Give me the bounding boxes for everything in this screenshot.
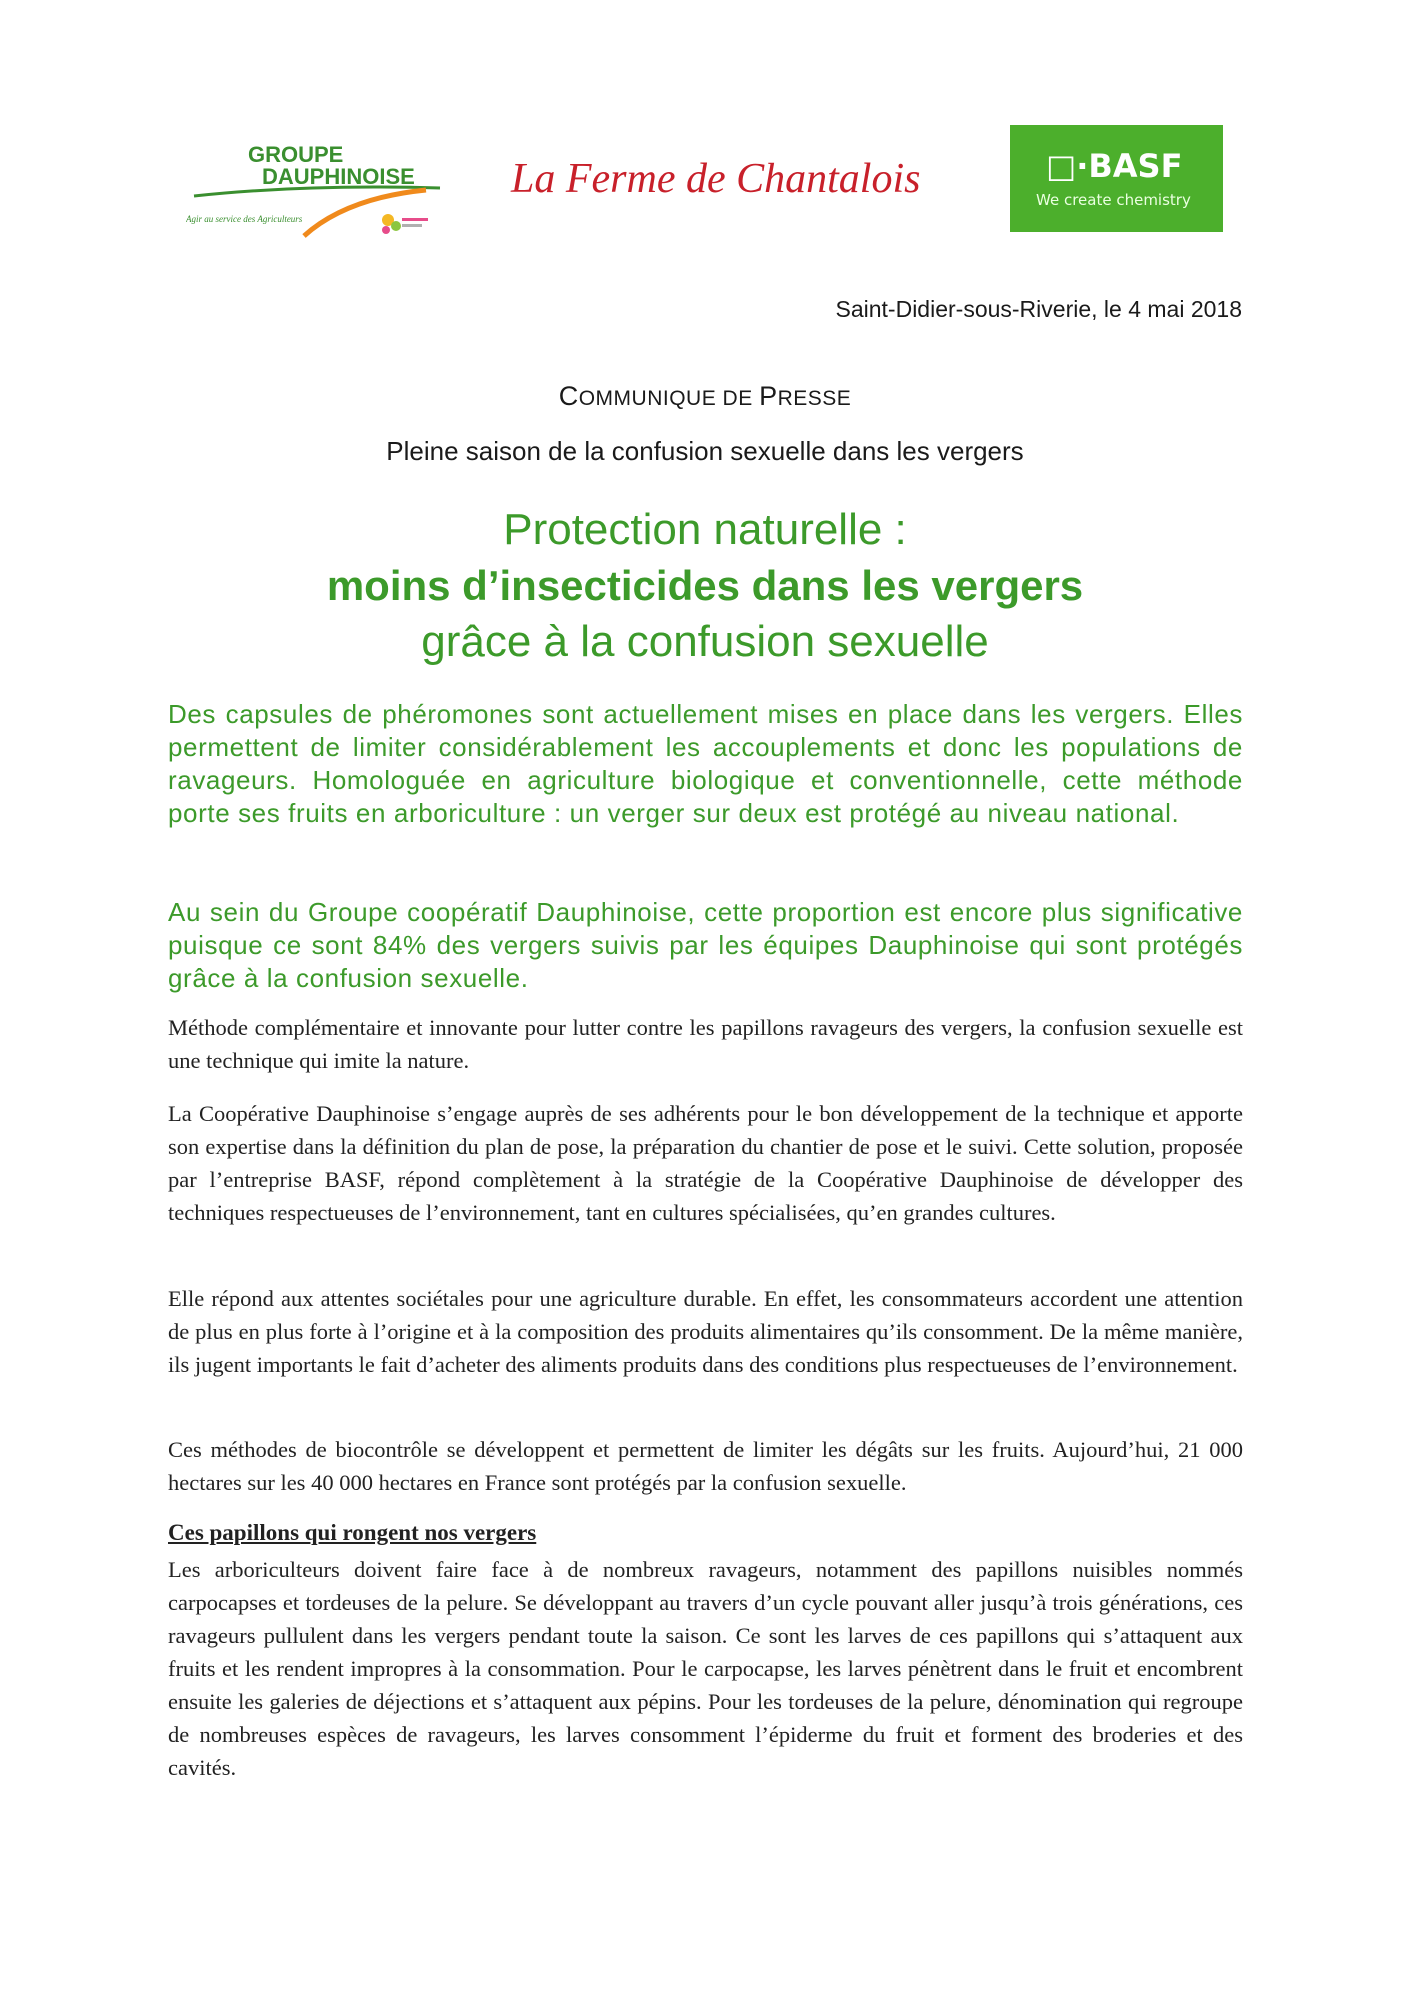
groupe-dauphinoise-logo	[186, 132, 446, 242]
body-paragraph-3: Elle répond aux attentes sociétales pour une agriculture durable. En effet, les consommateurs accordent une attention de plus en plus forte à l’origine et à la composition des produits alimentaires qu’ils consomment. De la même manière, ils jugent importants le fait d’acheter des aliments produits dans des conditions plus respectueuses de l’environnement.	[168, 1286, 1243, 1377]
headline	[0, 502, 1410, 670]
section-paragraph: Les arboriculteurs doivent faire face à de nombreux ravageurs, notamment des papillons nuisibles nommés carpocapses et tordeuses de la pelure. Se développant au travers d’un cycle pouvant aller jusqu’à trois générations, ces ravageurs pullulent dans les vergers pendant toute la saison. Ce sont les larves de ces papillons qui s’attaquent aux fruits et les rendent impropres à la consommation. Pour le carpocapse, les larves pénètrent dans le fruit et encombrent ensuite les galeries de déjections et s’attaquent aux pépins. Pour les tordeuses de la pelure, dénomination qui regroupe de nombreuses espèces de ravageurs, les larves consomment l’épiderme du fruit et forment des broderies et des cavités.	[168, 1557, 1243, 1780]
section-title	[168, 1520, 536, 1546]
press-label-p: P	[759, 381, 778, 411]
header-logos	[0, 118, 1410, 238]
headline-line-1: Protection naturelle :	[503, 505, 907, 554]
body-paragraph-2: La Coopérative Dauphinoise s’engage auprès de ses adhérents pour le bon développement de la technique et apporte son expertise dans la définition du plan de pose, la préparation du chantier de pose et le suivi. Cette solution, proposée par l’entreprise BASF, répond complètement à la stratégie de la Coopérative Dauphinoise de développer des techniques respectueuses de l’environnement, tant en cultures spécialisées, qu’en grandes cultures.	[168, 1101, 1243, 1225]
subtitle: Pleine saison de la confusion sexuelle dans les vergers	[386, 436, 1024, 466]
headline-line-3: grâce à la confusion sexuelle	[421, 617, 989, 666]
press-label-rest: OMMUNIQUE DE	[578, 387, 760, 410]
logo-line2: DAUPHINOISE	[262, 164, 415, 189]
ferme-logo-text: La Ferme de Chantalois	[511, 156, 921, 202]
logo-tagline: Agir au service des Agriculteurs	[186, 214, 303, 224]
basf-logo-name: □·BASF	[1046, 147, 1183, 185]
body-paragraph-4: Ces méthodes de biocontrôle se développent et permettent de limiter les dégâts sur les fruits. Aujourd’hui, 21 000 hectares sur les 40 000 hectares en France sont protégés par la confusion sexuelle.	[168, 1437, 1243, 1495]
basf-logo-tagline: We create chemistry	[1036, 191, 1191, 209]
press-label-c: C	[558, 381, 579, 411]
intro-paragraph-2: Au sein du Groupe coopératif Dauphinoise, cette proportion est encore plus significative puisque ce sont 84% des vergers suivis par les équipes Dauphinoise qui sont protégés grâce à la confusion sexuelle.	[168, 897, 1243, 993]
basf-logo	[1010, 125, 1223, 232]
press-label-rest2: RESSE	[777, 387, 852, 410]
body-paragraph-1: Méthode complémentaire et innovante pour lutter contre les papillons ravageurs des vergers, la confusion sexuelle est une technique qui imite la nature.	[168, 1015, 1243, 1073]
ferme-de-chantalois-logo	[505, 144, 965, 214]
intro-paragraph-1: Des capsules de phéromones sont actuellement mises en place dans les vergers. Elles permettent de limiter considérablement les accouplements et donc les populations de ravageurs. Homologuée en agriculture biologique et conventionnelle, cette méthode porte ses fruits en arboriculture : un verger sur deux est protégé au niveau national.	[168, 699, 1243, 828]
headline-line-2: moins d’insecticides dans les vergers	[326, 562, 1084, 609]
press-release-label	[0, 381, 1410, 412]
section-title-text: Ces papillons qui rongent nos vergers	[168, 1520, 537, 1545]
logo-line1: GROUPE	[248, 142, 344, 167]
place-date: Saint-Didier-sous-Riverie, le 4 mai 2018	[835, 296, 1242, 322]
